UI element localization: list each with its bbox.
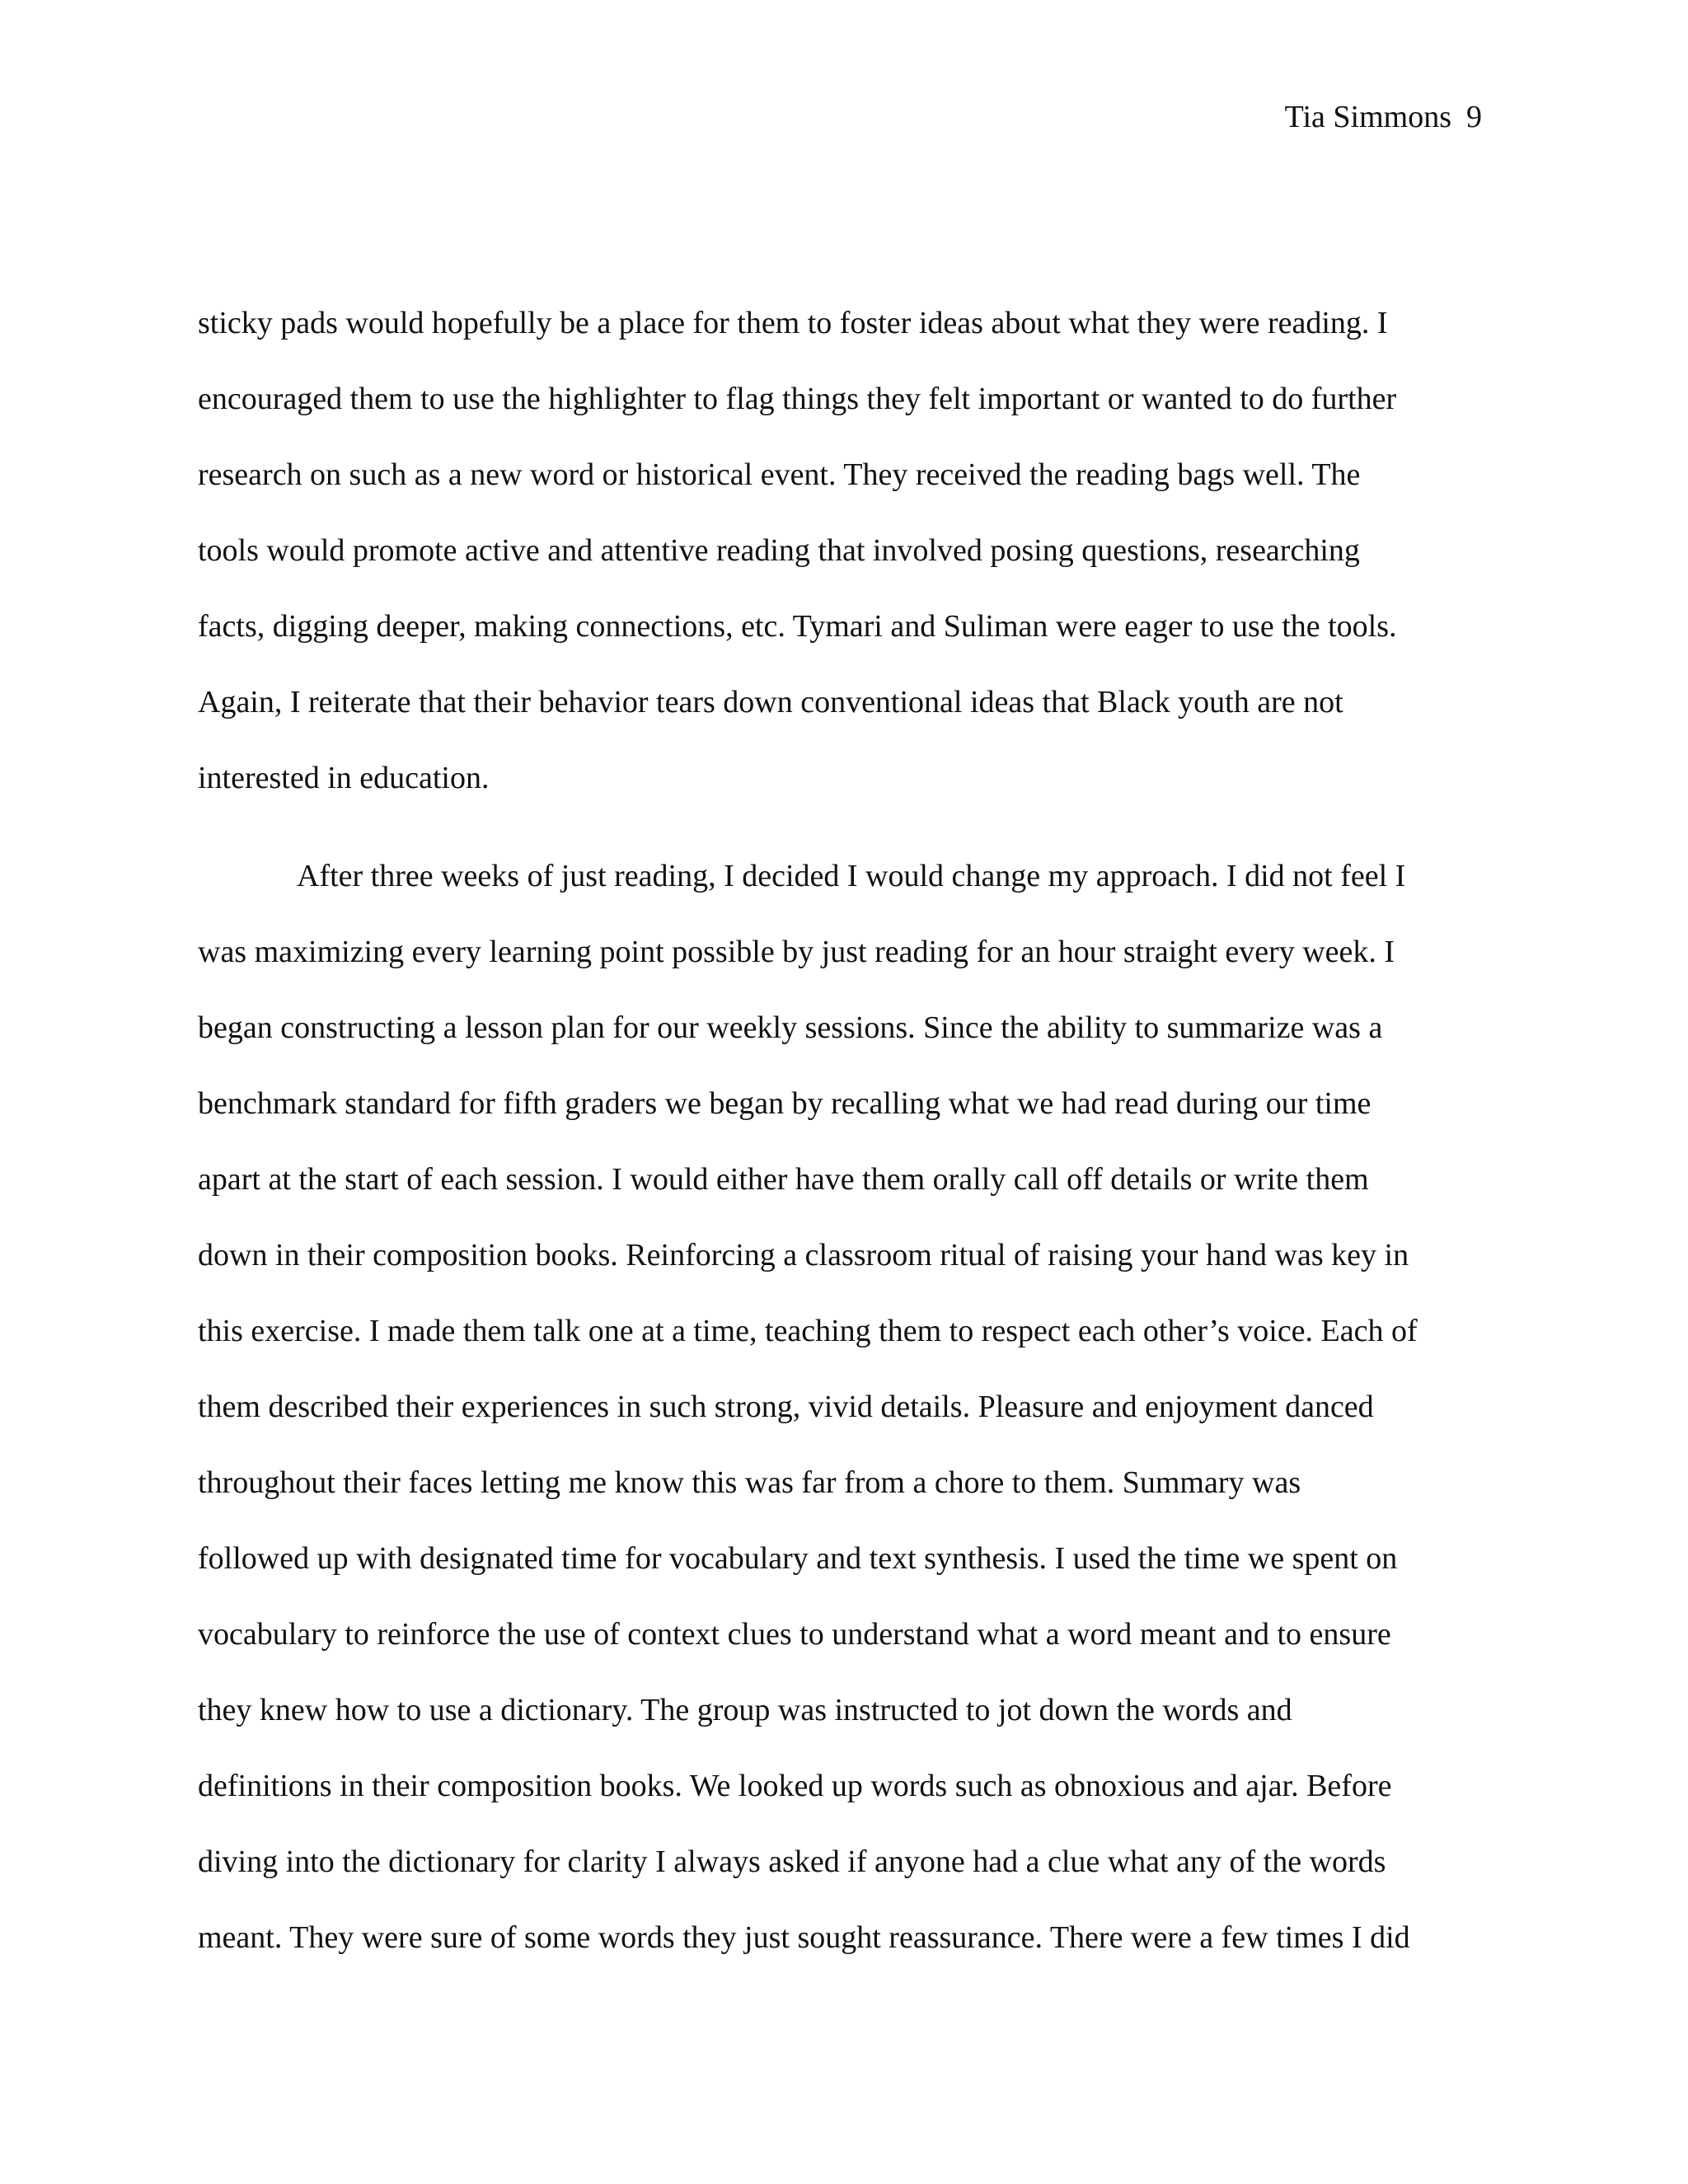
body-text (198, 298, 1517, 1989)
paragraph-2-line-12: they knew how to use a dictionary. The group was instructed to jot down the words and (198, 1693, 1292, 1727)
paragraph-2-line-8: them described their experiences in such strong, vivid details. Pleasure and enjoyment danced (198, 1390, 1374, 1424)
paragraph-2-line-5: apart at the start of each session. I would either have them orally call off details or write them (198, 1162, 1369, 1197)
paragraph-2-line-13: definitions in their composition books. We looked up words such as obnoxious and ajar. Before (198, 1769, 1392, 1803)
paragraph-2-line-14: diving into the dictionary for clarity I always asked if anyone had a clue what any of the words (198, 1844, 1386, 1879)
paragraph-2-line-2: was maximizing every learning point possible by just reading for an hour straight every week. I (198, 935, 1395, 969)
paragraph-1-line-2: encouraged them to use the highlighter to flag things they felt important or wanted to do further (198, 382, 1397, 416)
paragraph-2-line-10: followed up with designated time for vocabulary and text synthesis. I used the time we spent on (198, 1541, 1398, 1576)
paragraph-2-line-6: down in their composition books. Reinforcing a classroom ritual of raising your hand was key in (198, 1238, 1409, 1272)
paragraph-1-line-1: sticky pads would hopefully be a place for them to foster ideas about what they were reading. I (198, 306, 1388, 340)
paragraph-1-line-4: tools would promote active and attentive reading that involved posing questions, researching (198, 533, 1360, 568)
paragraph-2-line-3: began constructing a lesson plan for our weekly sessions. Since the ability to summarize was a (198, 1010, 1383, 1045)
paragraph-2-line-11: vocabulary to reinforce the use of context clues to understand what a word meant and to ensure (198, 1617, 1391, 1652)
header-page-number: 9 (1466, 100, 1482, 134)
header-author: Tia Simmons (1284, 100, 1451, 134)
paragraph-1-line-5: facts, digging deeper, making connections, etc. Tymari and Suliman were eager to use the tools. (198, 609, 1397, 644)
paragraph-2-line-15: meant. They were sure of some words they just sought reassurance. There were a few times I did (198, 1920, 1410, 1955)
paragraph-1-line-7: interested in education. (198, 761, 490, 795)
paragraph-2-line-9: throughout their faces letting me know this was far from a chore to them. Summary was (198, 1465, 1301, 1500)
paragraph-2-line-1: After three weeks of just reading, I decided I would change my approach. I did not feel I (297, 859, 1406, 893)
paragraph-1-line-3: research on such as a new word or historical event. They received the reading bags well. The (198, 457, 1361, 492)
paragraph-2-line-7: this exercise. I made them talk one at a time, teaching them to respect each other’s voice. Each of (198, 1314, 1418, 1348)
running-head (1285, 97, 1482, 137)
paragraph-2-line-4: benchmark standard for fifth graders we began by recalling what we had read during our time (198, 1086, 1372, 1121)
paragraph-1-line-6: Again, I reiterate that their behavior tears down conventional ideas that Black youth are not (198, 685, 1343, 719)
